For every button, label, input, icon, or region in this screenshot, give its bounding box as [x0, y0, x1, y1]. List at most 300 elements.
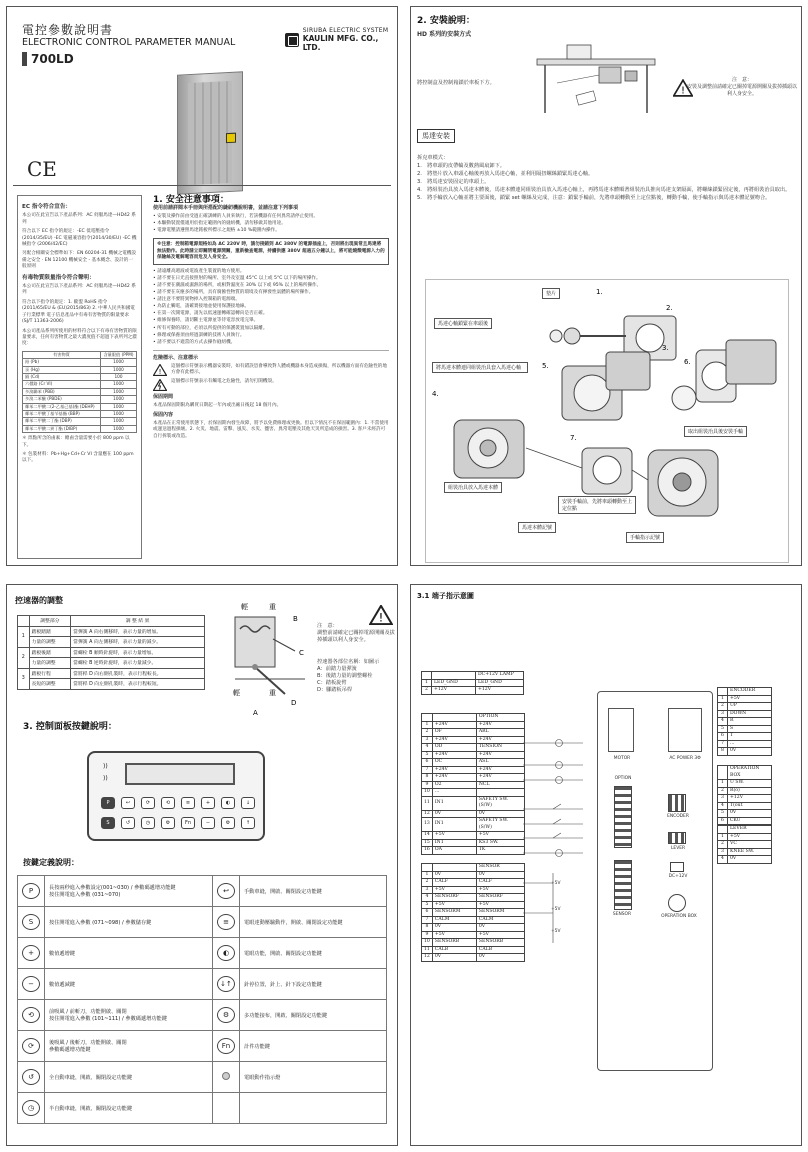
table-cell: 9: [422, 781, 433, 789]
table-cell: 7: [422, 916, 433, 924]
key-icon: S: [22, 914, 40, 930]
voltage-warning-box: ※注意：控制箱電源規格如為 AC 220V 時，請勿接錯到 AC 380V 的電源插座上，否則將出現異常且馬達將無法動作。此時請立即關閉電源開關，重新檢查電源，持續供應 380V 超過五分鐘以上，將可能燒燬電源入力的保險絲及電解電容而危及人身安全。: [153, 238, 389, 264]
key-desc: 多功能接布，開啟、關閉設定功能鍵: [240, 1000, 387, 1031]
table-cell: 力量的調整: [29, 637, 71, 648]
table-row: [18, 1062, 387, 1093]
table-cell: OA: [432, 847, 476, 855]
table-row: [422, 954, 525, 962]
warranty-heading: 保固期間: [153, 394, 174, 401]
table-row: [23, 403, 137, 410]
key-icon-cell: [18, 1000, 45, 1031]
table-cell: TENSION: [476, 744, 524, 752]
terminal-diagram-title: 3.1 端子指示意圖: [417, 592, 474, 600]
table-cell: LED_GND: [432, 679, 476, 687]
table-cell: ASL: [476, 759, 524, 767]
table-row: [718, 733, 772, 741]
table-mount-diagram: [527, 37, 667, 117]
key-icon-cell: [213, 938, 240, 969]
key-desc: 後吸風 / 後斬刀，功能開啟、關閉 參數碼遞增功能鍵: [45, 1031, 213, 1062]
list-item: 2. 將墊片放入車頭心軸後再放入馬達心軸，並利用隔扭螺絲鎖緊馬達心軸。: [417, 171, 594, 177]
wiring-lines: [523, 713, 597, 953]
table-cell: 5: [718, 725, 728, 733]
callout-label: 馬達心軸鎖緊在車頭後: [434, 318, 492, 329]
fig-num: 5.: [542, 362, 549, 370]
install-note-text: 安裝及調整前請確定已關掉電源開關及拔掉插頭以利人身安全。: [687, 84, 798, 97]
table-row: [422, 886, 525, 894]
board-label: OPERATION BOX: [661, 914, 697, 919]
table-cell: [432, 864, 476, 872]
table-head: 調 整 結 果: [71, 616, 205, 627]
list-item: C：踏板旋臂: [317, 680, 347, 686]
table-cell: CKU: [728, 817, 772, 825]
board-label: SENSOR: [612, 912, 632, 917]
list-item: • 請注意不要將異物掉入控制箱的電源端。: [153, 297, 389, 303]
table-row: [422, 847, 525, 855]
table-row: [23, 396, 137, 403]
table-cell: 當螺栓 B 順時針旋時，表示力量增加。: [71, 647, 205, 658]
table-row: [23, 366, 137, 373]
key-icon-cell: [213, 1093, 240, 1124]
motor-install-label: 馬達安裝: [417, 129, 455, 143]
key-icon: ↺: [22, 1069, 40, 1085]
table-cell: 7: [718, 740, 728, 748]
remove-mode-heading: 拆克車模式：: [417, 155, 449, 161]
table-cell: 1: [422, 679, 432, 687]
table-row: [718, 817, 772, 825]
manual-title-zh: 電控參數說明書: [22, 23, 114, 37]
fig-num: 7.: [570, 434, 577, 442]
list-item: 5. 將手輪放入心軸並將主要面後，鎖緊 set 螺絲及完成，注意：鎖緊手輪前，先將車頭轉動至上定位點後，轉動手輪，使手輪指示與馬達本體記號吻合。: [417, 195, 771, 201]
table-cell: 5: [422, 751, 433, 759]
list-item: 1. 將車頭的皮帶輪及數熱風扇卸下。: [417, 163, 505, 169]
rohs-head-limit: 含量限值 (PPM): [101, 351, 137, 358]
table-cell: 1: [718, 833, 728, 841]
table-row: [23, 381, 137, 388]
table-row: [422, 924, 525, 932]
table-row: [718, 718, 772, 726]
key-icon-cell: [213, 876, 240, 907]
table-row: [422, 810, 525, 818]
panel-key[interactable]: ↓: [241, 797, 255, 809]
panel-key[interactable]: ⟲: [161, 797, 175, 809]
manual-title-en: ELECTRONIC CONTROL PARAMETER MANUAL: [22, 37, 236, 48]
table-row: [422, 931, 525, 939]
key-icon-cell: [18, 876, 45, 907]
table-cell: 1: [18, 626, 30, 647]
table-cell: SENSORB: [432, 939, 476, 947]
rohs-cell: 鄰苯二甲酸二異丁酯 (DIBP): [23, 425, 101, 432]
key-definition-table: [17, 875, 387, 1124]
table-cell: +24V: [432, 736, 476, 744]
board-label: AC POWER 3Φ: [669, 756, 701, 761]
table-row: [422, 864, 525, 872]
table-cell: 0V: [432, 924, 476, 932]
table-row: [718, 740, 772, 748]
table-cell: +5V: [432, 901, 476, 909]
rohs-cell: 1000: [101, 366, 137, 373]
rohs-cell: 六價鉻 (Cr VI): [23, 381, 101, 388]
panel-key[interactable]: ⟳: [141, 797, 155, 809]
key-desc: 手動車縫，開啟、關閉設定功能鍵: [240, 876, 387, 907]
ac-power-connector: [668, 708, 702, 752]
pedal-note-title: 注 意：: [317, 623, 338, 629]
table-cell: 0V: [728, 810, 772, 818]
table-cell: 踏板行程: [29, 668, 71, 679]
board-label: DC+12V: [668, 874, 688, 879]
table-cell: IN1: [432, 818, 476, 832]
danger-heading: 危險標示、注意標示: [153, 354, 199, 361]
table-row: [422, 939, 525, 947]
table-cell: 5: [422, 901, 433, 909]
panel-key[interactable]: ◷: [141, 817, 155, 829]
warning-triangle-icon: [369, 605, 393, 625]
table-row: [422, 909, 525, 917]
table-row: [23, 425, 137, 432]
danger-text: 這個標示符號表示機器安裝時，如有錯誤恐會導致對人體或機器本身造成損傷，所以機器方面有危險性的地方會有此標示。: [171, 363, 387, 375]
rohs-cell: 1000: [101, 425, 137, 432]
table-cell: 6: [718, 733, 728, 741]
table-cell: ...: [728, 740, 772, 748]
table-row: [18, 1000, 387, 1031]
panel-key[interactable]: ↑: [241, 817, 255, 829]
rohs-cell: 鄰苯二甲酸二丁酯 (DBP): [23, 418, 101, 425]
safety-title: 1. 安全注意事項：: [153, 195, 229, 205]
safety-column: [149, 195, 393, 559]
table-cell: S: [728, 725, 772, 733]
table-row: [718, 795, 772, 803]
callout-label: 馬達本體記號: [518, 522, 556, 533]
parts-title: 控速器各部位名稱：如圖示: [317, 659, 380, 665]
fig-num: 4.: [432, 390, 439, 398]
warranty-text-2: 本產品在正常使用狀態下，於保固期內發生故障，將予以免費修理或更換。但以下情況不在保固範圍內：1. 不當使用或運送過程損壞。2. 火災、地震、雷擊、風災、水災、鹽害、異常電壓及其他天災所造成的損害。3. 客戶未經許可自行拆裝或改造。: [153, 421, 389, 439]
table-cell: [422, 714, 433, 722]
table-cell: +5V: [728, 695, 772, 703]
table-cell: 當彈簧 A 向左側移時，表示力量的減少。: [71, 637, 205, 648]
diagram-label: 重: [269, 689, 276, 697]
table-row: [18, 679, 205, 690]
table-cell: 2: [422, 687, 432, 695]
list-item: • 請不要在日光直接照射的場所、室外及室溫 45°C 以上或 5°C 以下的場所操作。: [153, 276, 389, 282]
signal-icon: )): [103, 763, 108, 770]
panel-key[interactable]: S: [101, 817, 115, 829]
control-panel-title: 3. 控制面板按鍵說明：: [23, 722, 117, 732]
danger-row: [153, 364, 389, 376]
table-cell: 0V: [728, 856, 772, 864]
fig-num: 1.: [596, 288, 603, 296]
rohs-note-2: ＊ 包裝材料：Pb+Hg+Cd+Cr VI 含量應在 100 ppm 以下。: [22, 452, 134, 464]
table-row: [422, 736, 525, 744]
table-row: [18, 969, 387, 1000]
panel-key[interactable]: +: [201, 797, 215, 809]
table-cell: 8: [422, 924, 433, 932]
option-header-pins: [614, 786, 632, 848]
warning-triangle-icon: [153, 364, 167, 376]
svg-text:!: !: [680, 85, 686, 97]
list-item: • 安裝及操作前由受過正確訓練的人員來執行，若該機器有任何異常請停止使用。: [153, 214, 389, 220]
rohs-cell: 多溴聯苯 (PBB): [23, 388, 101, 395]
table-cell: 0V: [432, 810, 476, 818]
table-cell: DOWN: [728, 710, 772, 718]
warning-sticker-icon: [226, 133, 236, 144]
key-desc: 電眼動作指示燈: [240, 1062, 387, 1093]
table-head: SENSOR: [476, 864, 524, 872]
list-item: A：前踏力量彈簧: [317, 666, 357, 672]
rohs-text-3: 本公司產品系列所使用的材料符合以下有毒有害物質的限量要求，任何有害物質之最大濃度值不超過下表所列之濃度：: [22, 328, 137, 347]
table-cell: +24V: [432, 774, 476, 782]
table-row: [422, 946, 525, 954]
table-row: [422, 729, 525, 737]
table-row: [718, 780, 772, 788]
table-row: [18, 647, 205, 658]
table-row: [718, 766, 772, 780]
table-cell: 11: [422, 946, 433, 954]
key-desc: 數值遞減鍵: [45, 969, 213, 1000]
table-cell: VC: [728, 841, 772, 849]
rohs-cell: 鎘 (Cd): [23, 373, 101, 380]
key-icon: −: [22, 976, 40, 992]
rohs-cell: 汞 (Hg): [23, 366, 101, 373]
table-cell: [718, 688, 728, 696]
table-cell: 0V: [476, 924, 524, 932]
table-cell: U SW.: [728, 780, 772, 788]
table-head: OPERATION BOX: [728, 766, 772, 780]
table-row: [422, 721, 525, 729]
warranty-text: 本產品保固期限為購買日期起一年內或出廠日後起 18 個月內。: [153, 403, 282, 409]
table-cell: 0V: [476, 810, 524, 818]
key-desc: 長按兩秒進入參數設定(001~030) / 參數碼遞增功能鍵 按住開電進入參數 (031~070): [45, 876, 213, 907]
lcd-display: [125, 763, 235, 785]
manual-page-4: [410, 584, 802, 1146]
list-item: • 請不要在潮濕或濕熱的場所，或相對濕度在 30% 以下或 95% 以上的場所操作。: [153, 283, 389, 289]
key-desc: 半自動車縫，開啟、關閉設定功能鍵: [45, 1093, 213, 1124]
diagram-label: 輕: [233, 689, 240, 697]
lever-connector-table: [717, 825, 772, 864]
diagram-label: 輕: [241, 603, 248, 611]
table-row: [718, 810, 772, 818]
table-cell: IN1: [432, 839, 476, 847]
table-cell: 1: [422, 721, 433, 729]
table-cell: +5V: [432, 886, 476, 894]
table-cell: 3: [422, 886, 433, 894]
indicator-light-icon: [222, 1072, 230, 1080]
table-cell: 12: [422, 954, 433, 962]
table-cell: +5V: [476, 901, 524, 909]
panel-key[interactable]: ⚙: [221, 817, 235, 829]
manual-page-1: [6, 6, 398, 566]
table-row: [422, 871, 525, 879]
option-connector-table: [421, 713, 525, 855]
callout-label: 組裝治具放入馬達本體: [444, 482, 502, 493]
table-cell: 3: [718, 795, 728, 803]
panel-key[interactable]: ◐: [221, 797, 235, 809]
table-cell: +5V: [476, 931, 524, 939]
table-row: [422, 901, 525, 909]
rohs-heading: 有毒物質限量指令符合聲明：: [22, 274, 95, 281]
table-cell: 2: [422, 879, 433, 887]
sensor-connector-table: [421, 863, 525, 962]
callout-label: 手輪指示記號: [626, 532, 664, 543]
table-row: [718, 848, 772, 856]
table-cell: SAFETY SW. (S/W): [476, 818, 524, 832]
table-cell: 6: [422, 909, 433, 917]
panel-key[interactable]: −: [201, 817, 215, 829]
warranty-heading-2: 保固內容: [153, 412, 174, 419]
install-text: 將控制盒及控制箱鎖於車板下方。: [417, 80, 495, 86]
list-item: • 為防止觸電，請確實接地並使用保護接地線。: [153, 304, 389, 310]
panel-key[interactable]: ≡: [181, 797, 195, 809]
table-cell: [718, 826, 728, 834]
panel-key[interactable]: Fn: [181, 817, 195, 829]
table-row: [422, 839, 525, 847]
table-row: [18, 626, 205, 637]
table-cell: ARL: [476, 729, 524, 737]
table-cell: 4: [718, 718, 728, 726]
table-cell: CALB: [432, 946, 476, 954]
list-item: • 請遠離高週波或電波產生裝置的地方使用。: [153, 269, 389, 275]
table-cell: CALF: [432, 879, 476, 887]
rohs-text-1: 本公司在此宣告以下產品系列：AC 伺服馬達—HD42 系列: [22, 284, 136, 296]
key-desc: 針停位置，針上、針下設定功能鍵: [240, 969, 387, 1000]
panel-key[interactable]: ↩: [121, 797, 135, 809]
table-cell: 踏板後踏: [29, 647, 71, 658]
table-cell: 3: [718, 848, 728, 856]
table-cell: 0V: [432, 871, 476, 879]
table-cell: 8: [422, 774, 433, 782]
table-cell: 當螺栓 B 逆時針旋時，表示力量減少。: [71, 658, 205, 669]
table-cell: 9: [422, 931, 433, 939]
table-row: [422, 832, 525, 840]
rohs-cell: 100: [101, 373, 137, 380]
table-head: [18, 616, 30, 627]
key-icon-cell: [213, 907, 240, 938]
pedal-adjust-table: [17, 615, 205, 690]
safety-list-2: [153, 269, 389, 346]
voltage-label: +5V: [551, 907, 561, 912]
key-icon: P: [22, 883, 40, 899]
table-cell: 6: [422, 759, 433, 767]
table-cell: 5: [718, 810, 728, 818]
table-cell: +24V: [476, 721, 524, 729]
table-cell: ...: [432, 789, 476, 797]
board-label: MOTOR: [613, 756, 631, 761]
table-cell: SENSORM: [476, 909, 524, 917]
diagram-label: D: [291, 699, 297, 707]
table-cell: SENSORB: [476, 939, 524, 947]
pedal-controller-diagram: [215, 599, 315, 717]
key-desc: 電眼達動壓驗動作，開啟、關閉設定功能鍵: [240, 907, 387, 938]
table-row: [718, 856, 772, 864]
rohs-cell: 1000: [101, 396, 137, 403]
table-row: [718, 833, 772, 841]
table-row: [422, 751, 525, 759]
table-cell: [432, 714, 476, 722]
table-row: [422, 774, 525, 782]
table-row: [422, 744, 525, 752]
table-cell: 12: [422, 810, 433, 818]
callout-label: 墊片: [542, 288, 560, 299]
table-row: [422, 818, 525, 832]
table-cell: OF: [432, 729, 476, 737]
list-item: 3. 將馬達安裝固定的車頭上。: [417, 179, 490, 185]
control-box-photo: [177, 71, 243, 194]
fig-num: 6.: [684, 358, 691, 366]
table-row: [23, 388, 137, 395]
table-row: [422, 894, 525, 902]
table-cell: CALB: [476, 946, 524, 954]
table-cell: +24V: [476, 774, 524, 782]
table-cell: UP: [728, 703, 772, 711]
panel-key[interactable]: ↺: [121, 817, 135, 829]
list-item: • 本驅動裝置僅適用於指定範圍內的縫紉機，請勿移做其他用途。: [153, 221, 389, 227]
table-row: [718, 748, 772, 756]
key-desc: 電眼功能，開啟、關閉設定功能鍵: [240, 938, 387, 969]
table-row: [422, 789, 525, 797]
table-cell: +12V: [476, 687, 524, 695]
panel-key[interactable]: ⚙: [161, 817, 175, 829]
table-cell: 16: [422, 847, 433, 855]
list-item: • 修理或保養須由經過訓練的技術人員執行。: [153, 333, 389, 339]
ec-declaration-heading: EC 指令符合宣告：: [22, 204, 72, 210]
motor-connector: [608, 708, 634, 752]
table-cell: SENSORF: [432, 894, 476, 902]
list-item: • 在第一次開電源，請先以低速運轉確認轉向是否正確。: [153, 311, 389, 317]
rohs-head-substance: 有害物質: [23, 351, 101, 358]
table-row: [18, 938, 387, 969]
safety-subtitle: 使用前請詳閱本手冊與所搭配的縫紉機說明書，並請注意下列事項: [153, 205, 299, 212]
table-row: [718, 695, 772, 703]
table-cell: 當彈簧 A 向右側移時，表示力量的增加。: [71, 626, 205, 637]
key-icon-cell: [213, 1031, 240, 1062]
table-cell: 11: [422, 796, 433, 810]
table-row: [23, 418, 137, 425]
table-row: [422, 781, 525, 789]
table-cell: 15: [422, 839, 433, 847]
table-row: [718, 787, 772, 795]
diagram-label: A: [253, 709, 258, 717]
key-desc: 全自動車縫，開啟、關閉設定功能鍵: [45, 1062, 213, 1093]
ec-text-3: 另配合相關安全標準如下：EN 60204-31 機械之電機設備之安全 · EN 12100 機械安全 - 基本概念、設計的一般原則: [22, 251, 137, 270]
panel-key[interactable]: P: [101, 797, 115, 809]
table-cell: +24V: [432, 751, 476, 759]
key-icon: Fn: [217, 1038, 235, 1054]
lamp-connector-table: [421, 671, 524, 695]
key-icon: ↓↑: [217, 976, 235, 992]
table-cell: [422, 672, 432, 680]
key-icon: ≡: [217, 914, 235, 930]
callout-label: 取出組裝治具後安裝手輪: [684, 426, 747, 437]
table-head: DC+12V LAMP: [476, 672, 524, 680]
key-icon: ◐: [217, 945, 235, 961]
table-row: [422, 879, 525, 887]
table-cell: +24V: [432, 766, 476, 774]
key-icon-cell: [18, 938, 45, 969]
table-cell: 0V: [476, 954, 524, 962]
key-desc: 按住開電進入參數 (071~098) / 參數儲存鍵: [45, 907, 213, 938]
table-cell: [432, 672, 476, 680]
signal-icon: )): [103, 775, 108, 782]
controller-board: [597, 691, 713, 1071]
table-cell: 力量的調整: [29, 658, 71, 669]
table-cell: LED_GND: [476, 679, 524, 687]
brand-logo-icon: [285, 33, 299, 47]
table-row: [718, 703, 772, 711]
manual-page-2: [410, 6, 802, 566]
safety-list-1: [153, 214, 389, 234]
list-item: 4. 將組裝治具放入馬達本體後，馬達本體連同組裝治具放入馬達心軸上，再將馬達本體順著組裝治具推向馬達支架隔面，將螺絲鎖緊固定後，再將組裝治具取出。: [417, 187, 791, 193]
table-row: [718, 802, 772, 810]
table-cell: 4: [718, 856, 728, 864]
table-cell: +12V: [432, 687, 476, 695]
